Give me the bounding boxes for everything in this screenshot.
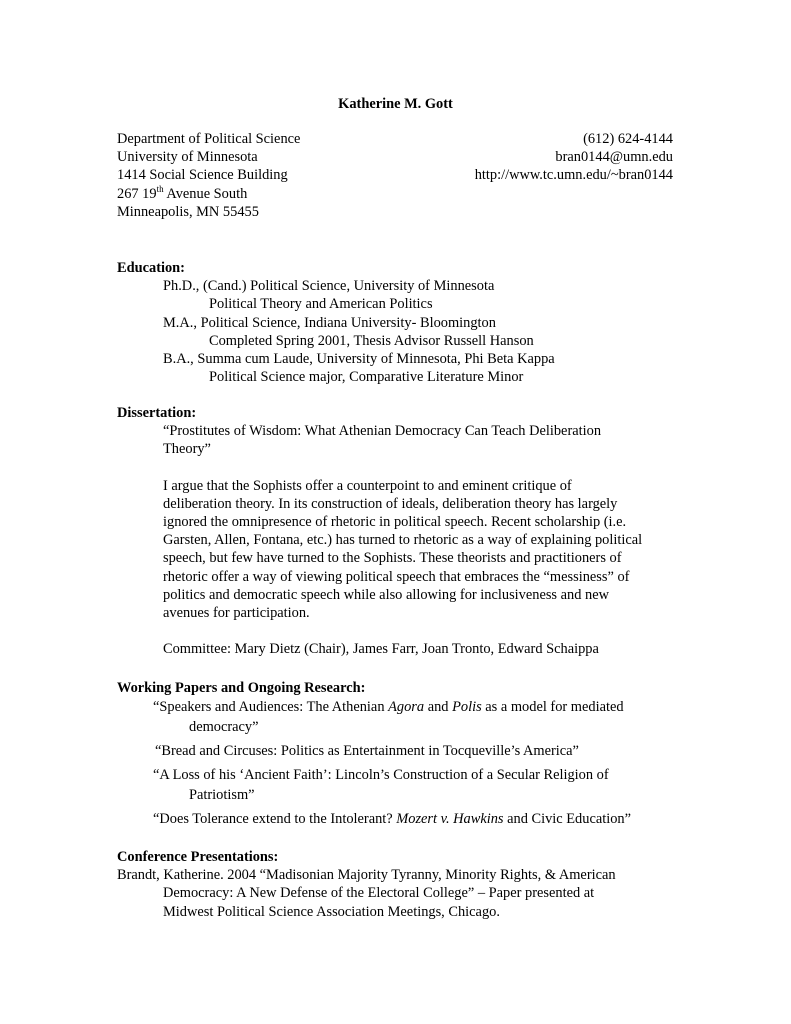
working-papers-section — [117, 679, 677, 833]
working-paper-item — [117, 765, 677, 805]
conference-entry — [117, 866, 677, 921]
degree-phd-detail: Political Theory and American Politics — [209, 296, 433, 313]
contact-info — [475, 130, 673, 185]
dissertation-committee: Committee: Mary Dietz (Chair), James Farr, Joan Tronto, Edward Schaippa — [163, 641, 599, 658]
cv-name: Katherine M. Gott — [338, 96, 453, 112]
street-number: 267 19 — [117, 185, 157, 202]
dissertation-title: “Prostitutes of Wisdom: What Athenian Democracy Can Teach Deliberation Theory” — [163, 423, 602, 458]
conferences-heading: Conference Presentations: — [117, 849, 279, 865]
conference-line: Brandt, Katherine. 2004 “Madisonian Majority Tyranny, Minority Rights, & American — [117, 867, 616, 884]
degree-ma-detail: Completed Spring 2001, Thesis Advisor Russell Hanson — [209, 332, 534, 349]
dissertation-heading: Dissertation: — [117, 405, 197, 421]
working-papers-heading: Working Papers and Ongoing Research: — [117, 680, 366, 696]
education-heading: Education: — [117, 260, 185, 276]
phone-number: (612) 624-4144 — [583, 131, 673, 147]
degree-ba: B.A., Summa cum Laude, University of Minnesota, Phi Beta Kappa — [163, 351, 555, 368]
paper-title-continuation: democracy” — [189, 719, 259, 736]
paper-title-part: “Does Tolerance extend to the Intolerant? — [153, 811, 397, 828]
working-paper-item — [117, 809, 677, 829]
education-section — [117, 259, 677, 386]
degree-phd: Ph.D., (Cand.) Political Science, University of Minnesota — [163, 278, 495, 295]
email-address: bran0144@umn.edu — [555, 149, 673, 166]
address-building: 1414 Social Science Building — [117, 167, 288, 184]
degree-ba-detail: Political Science major, Comparative Literature Minor — [209, 369, 524, 386]
working-paper-item: “Bread and Circuses: Politics as Entertainment in Tocqueville’s America” — [155, 743, 579, 760]
street-name: Avenue South — [163, 185, 248, 202]
conference-line: Midwest Political Science Association Meetings, Chicago. — [163, 903, 500, 920]
dissertation-abstract: I argue that the Sophists offer a counterpoint to and eminent critique of deliberation theory. In its construction of ideals, deliberation theory has largely ignored the omnipresence of rhetoric in political speech. Recent scholarship (i.e. Garsten, Allen, Fontana, etc.) has turned to rhetoric as a way of explaining political speech, but few have turned to the Sophists. These theorists and practitioners of rhetoric offer a way of viewing political speech that embraces the “messiness” of politics and democratic speech while also allowing for inclusiveness and new avenues for participation. — [163, 477, 643, 622]
paper-title-part: and Civic Education” — [503, 811, 631, 828]
street-ordinal: th — [156, 183, 164, 194]
paper-title-part: as a model for mediated — [481, 699, 624, 716]
address-department: Department of Political Science — [117, 131, 301, 147]
mailing-address — [117, 130, 300, 221]
dissertation-section — [117, 404, 677, 658]
paper-title-italic: Mozert v. Hawkins — [396, 811, 504, 828]
address-street — [117, 185, 300, 203]
paper-title-part: “A Loss of his ‘Ancient Faith’: Lincoln’s Construction of a Secular Religion of — [153, 767, 609, 784]
paper-title-italic: Agora — [388, 699, 425, 716]
conference-line: Democracy: A New Defense of the Electoral College” – Paper presented at — [163, 885, 595, 902]
paper-title-part: and — [424, 699, 453, 716]
conferences-section — [117, 848, 677, 921]
paper-title-part: “Speakers and Audiences: The Athenian — [153, 699, 389, 716]
address-university: University of Minnesota — [117, 149, 258, 166]
working-paper-item — [117, 697, 677, 737]
paper-title-continuation: Patriotism” — [189, 787, 255, 804]
paper-title-italic: Polis — [452, 699, 482, 716]
address-city: Minneapolis, MN 55455 — [117, 203, 259, 220]
website-url: http://www.tc.umn.edu/~bran0144 — [474, 167, 673, 184]
degree-ma: M.A., Political Science, Indiana University- Bloomington — [163, 314, 496, 331]
